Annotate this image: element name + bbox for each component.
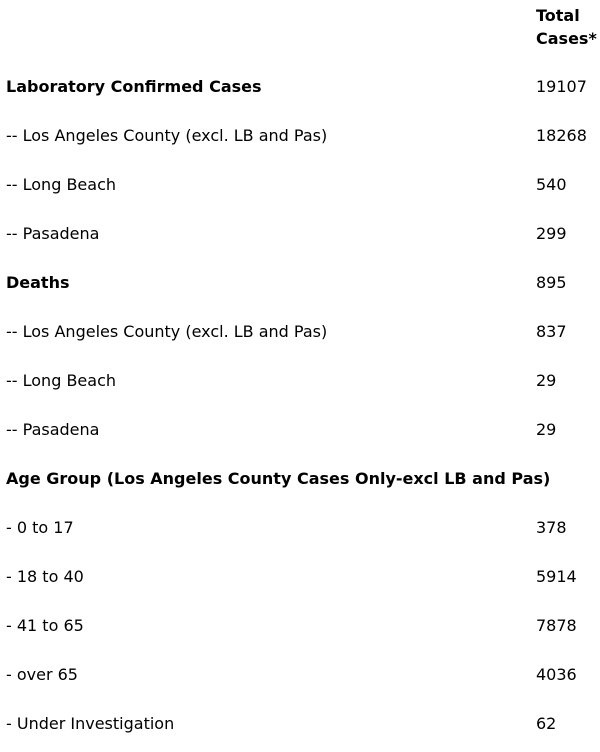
row-value: 29 (536, 420, 557, 439)
table-row (0, 66, 600, 115)
table-row (0, 213, 600, 262)
row-value: 19107 (536, 77, 587, 96)
table-row (0, 605, 600, 654)
row-label: -- Los Angeles County (excl. LB and Pas) (6, 126, 328, 145)
row-label: - 41 to 65 (6, 616, 84, 635)
table-row (0, 507, 600, 556)
table-row (0, 703, 600, 752)
row-label: -- Pasadena (6, 420, 100, 439)
table-header (0, 0, 600, 66)
row-label: - Under Investigation (6, 714, 175, 733)
row-label: Deaths (6, 273, 70, 292)
table-row (0, 262, 600, 311)
total-cases-header (536, 4, 597, 50)
row-label: -- Pasadena (6, 224, 100, 243)
table-row (0, 360, 600, 409)
row-value: 895 (536, 273, 567, 292)
row-label: - 18 to 40 (6, 567, 84, 586)
table-row (0, 409, 600, 458)
row-value: 62 (536, 714, 557, 733)
table-row (0, 311, 600, 360)
row-value: 7878 (536, 616, 577, 635)
row-label: - over 65 (6, 665, 78, 684)
row-value: 378 (536, 518, 567, 537)
table-row (0, 164, 600, 213)
row-value: 540 (536, 175, 567, 194)
row-label: -- Los Angeles County (excl. LB and Pas) (6, 322, 328, 341)
row-value: 299 (536, 224, 567, 243)
row-value: 4036 (536, 665, 577, 684)
table-row (0, 556, 600, 605)
row-value: 18268 (536, 126, 587, 145)
row-label: -- Long Beach (6, 371, 116, 390)
total-cases-header-line1: Total (536, 6, 580, 25)
total-cases-header-line2: Cases* (536, 29, 597, 48)
table-row (0, 654, 600, 703)
row-label: - 0 to 17 (6, 518, 74, 537)
row-label: Laboratory Confirmed Cases (6, 77, 262, 96)
row-label: Age Group (Los Angeles County Cases Only-excl LB and Pas) (6, 469, 551, 488)
table-row (0, 458, 600, 507)
row-value: 29 (536, 371, 557, 390)
row-label: -- Long Beach (6, 175, 116, 194)
row-value: 837 (536, 322, 567, 341)
row-value: 5914 (536, 567, 577, 586)
table-row (0, 115, 600, 164)
